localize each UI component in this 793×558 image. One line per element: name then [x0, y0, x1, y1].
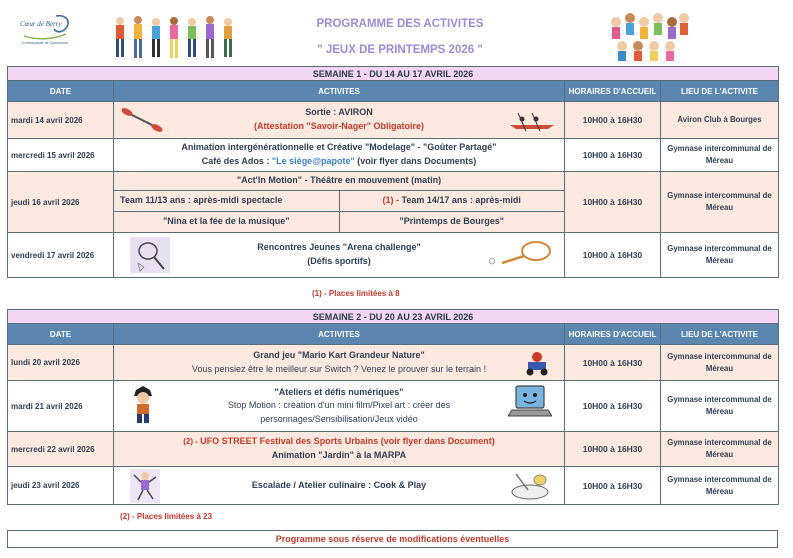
show-b: "Printemps de Bourges": [399, 215, 505, 226]
row-activity: [114, 102, 565, 139]
kart-icon: [522, 348, 552, 378]
week2-note: (2) - Places limitées à 23: [120, 512, 213, 521]
row-activity: [114, 139, 565, 172]
col-lieu: LIEU DE L'ACTIVITE: [661, 81, 779, 102]
activity-detail: Stop Motion : création d'un mini film/Pixel art : créer des: [227, 400, 451, 411]
team-b-label: Team 14/17 ans : après-midi: [401, 195, 521, 206]
activity-title: [117, 435, 561, 449]
activity-title-text: UFO STREET Festival des Sports Urbains (voir flyer dans Document): [200, 436, 495, 447]
activity-title: "Act'In Motion" - Théâtre en mouvement (matin): [114, 173, 564, 191]
row-date: vendredi 17 avril 2026: [8, 233, 114, 278]
badminton-icon: [130, 237, 170, 273]
row-lieu: Gymnase intercommunal de Méreau: [661, 467, 779, 505]
row-horaires: 10H00 à 16H30: [565, 139, 661, 172]
col-activites: ACTIVITES: [114, 324, 565, 345]
team-a: Team 11/13 ans : après-midi spectacle: [114, 191, 339, 212]
activity-detail: Animation "Jardin" à la MARPA: [271, 450, 407, 460]
team-b-mark: (1) -: [382, 195, 402, 206]
footer-disclaimer: Programme sous réserve de modifications éventuelles: [7, 530, 778, 548]
row-lieu: Aviron Club à Bourges: [661, 102, 779, 139]
row-lieu: Gymnase intercommunal de Méreau: [661, 233, 779, 278]
racket-icon: [484, 239, 554, 269]
row-date: mercredi 15 avril 2026: [8, 139, 114, 172]
row-date: lundi 20 avril 2026: [8, 345, 114, 381]
paddle-icon: [120, 105, 164, 135]
col-date: DATE: [8, 81, 114, 102]
row-horaires: 10H00 à 16H30: [565, 345, 661, 381]
activity-detail-2: personnages/Sensibilisation/Jeux vidéo: [260, 413, 418, 424]
activity-title: Sortie : AVIRON: [305, 107, 373, 118]
activity-detail: [117, 155, 561, 169]
week1-note: (1) - Places limitées à 8: [312, 289, 400, 298]
row-activity: [114, 233, 565, 278]
row-date: mercredi 22 avril 2026: [8, 432, 114, 467]
col-horaires: HORAIRES D'ACCUEIL: [565, 324, 661, 345]
table-row: [8, 233, 779, 278]
cooking-icon: [506, 470, 554, 502]
row-horaires: 10H00 à 16H30: [565, 172, 661, 233]
row-lieu: Gymnase intercommunal de Méreau: [661, 381, 779, 432]
row-lieu: Gymnase intercommunal de Méreau: [661, 172, 779, 233]
cafe-flyer: (voir flyer dans Documents): [354, 156, 477, 166]
week1-title: SEMAINE 1 - DU 14 AU 17 AVRIL 2026: [8, 67, 779, 81]
row-horaires: 10H00 à 16H30: [565, 233, 661, 278]
week2-table: [7, 309, 779, 505]
row-horaires: 10H00 à 16H30: [565, 432, 661, 467]
game-character-icon: [130, 386, 156, 424]
row-date: jeudi 16 avril 2026: [8, 172, 114, 233]
row-date: mardi 14 avril 2026: [8, 102, 114, 139]
table-row: [8, 432, 779, 467]
climbing-icon: [130, 469, 160, 503]
cafe-label: Café des Ados :: [201, 156, 272, 166]
row-date: mardi 21 avril 2026: [8, 381, 114, 432]
laptop-icon: [508, 384, 552, 422]
col-lieu: LIEU DE L'ACTIVITE: [661, 324, 779, 345]
row-horaires: 10H00 à 16H30: [565, 102, 661, 139]
row-activity: [114, 432, 565, 467]
activity-title: Animation intergénérationnelle et Créative "Modelage" - "Goûter Partagé": [181, 142, 497, 153]
page-title: PROGRAMME DES ACTIVITES: [316, 18, 484, 30]
activity-detail: (Défis sportifs): [307, 256, 371, 266]
week1-table: [7, 66, 779, 278]
page-subtitle: " JEUX DE PRINTEMPS 2026 ": [317, 44, 483, 56]
logo-text: Cœur de Berry: [20, 20, 62, 28]
activity-title: Rencontres Jeunes "Arena challenge": [257, 242, 421, 253]
table-row: [8, 381, 779, 432]
activity-title: Escalade / Atelier culinaire : Cook & Play: [251, 479, 427, 490]
activity-title: "Ateliers et défis numériques": [274, 387, 404, 398]
cafe-name: "Le siège@papote": [271, 156, 355, 166]
row-activity: [114, 172, 565, 233]
show-a: "Nina et la fée de la musique": [114, 212, 339, 232]
activity-note: (Attestation "Savoir-Nager" Obligatoire): [253, 121, 425, 131]
row-lieu: Gymnase intercommunal de Méreau: [661, 345, 779, 381]
row-lieu: Gymnase intercommunal de Méreau: [661, 139, 779, 172]
teens-illustration: [108, 14, 238, 62]
table-row: [8, 345, 779, 381]
table-row: [8, 172, 779, 233]
row-activity: [114, 345, 565, 381]
activity-mark: (2) -: [183, 437, 201, 447]
table-row: [8, 467, 779, 505]
col-date: DATE: [8, 324, 114, 345]
rowing-boat-icon: [508, 107, 556, 133]
row-date: jeudi 23 avril 2026: [8, 467, 114, 505]
table-row: [8, 102, 779, 139]
row-horaires: 10H00 à 16H30: [565, 467, 661, 505]
row-lieu: Gymnase intercommunal de Méreau: [661, 432, 779, 467]
col-horaires: HORAIRES D'ACCUEIL: [565, 81, 661, 102]
row-activity: [114, 381, 565, 432]
activity-title: Grand jeu "Mario Kart Grandeur Nature": [253, 349, 425, 360]
row-activity: [114, 467, 565, 505]
kids-illustration: [606, 8, 690, 62]
activity-detail: Vous pensiez être le meilleur sur Switch ? Venez le prouver sur le terrain !: [191, 363, 487, 374]
col-activites: ACTIVITES: [114, 81, 565, 102]
cdc-logo: [16, 10, 76, 48]
row-horaires: 10H00 à 16H30: [565, 381, 661, 432]
week2-title: SEMAINE 2 - DU 20 AU 23 AVRIL 2026: [8, 310, 779, 324]
table-row: [8, 139, 779, 172]
logo-subtext: Communauté de Communes: [22, 41, 68, 45]
team-b: [339, 191, 564, 212]
